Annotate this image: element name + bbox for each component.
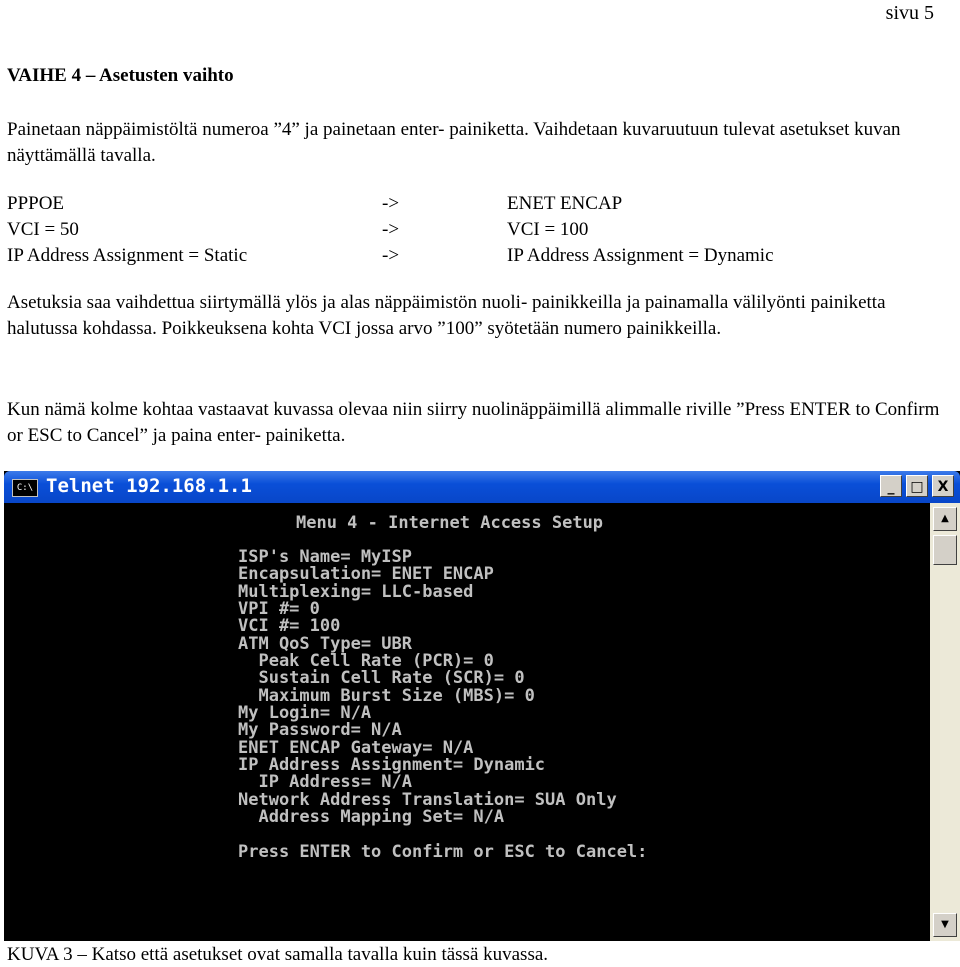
instruction-paragraph-2: Asetuksia saa vaihdettua siirtymällä ylös ja alas näppäimistön nuoli- painikkeilla ja painamalla välilyönti painiketta halutussa kohdassa. Poikkeuksena kohta VCI jossa arvo ”100” syötetään numero painikkeilla. — [7, 292, 886, 339]
instruction-paragraph-1: Painetaan näppäimistöltä numeroa ”4” ja painetaan enter- painiketta. Vaihdetaan kuvaruutuun tulevat asetukset kuvan näyttämällä tavalla. — [7, 119, 901, 166]
instruction-paragraph-3: Kun nämä kolme kohtaa vastaavat kuvassa olevaa niin siirry nuolinäppäimillä alimmalle riville ”Press ENTER to Confirm or ESC to Cancel” ja paina enter- painiketta. — [7, 399, 940, 446]
console-line: ENET ENCAP Gateway= N/A — [238, 738, 474, 758]
minimize-button[interactable]: _ — [880, 475, 902, 497]
new-setting: VCI = 100 — [507, 219, 589, 240]
telnet-window — [4, 471, 960, 941]
console-line: VCI #= 100 — [238, 616, 341, 636]
console-line: Encapsulation= ENET ENCAP — [238, 564, 494, 584]
console-line: IP Address= N/A — [238, 772, 412, 792]
arrow: -> — [382, 219, 400, 240]
console-line: Maximum Burst Size (MBS)= 0 — [238, 686, 535, 706]
close-button[interactable]: X — [932, 475, 954, 497]
console-line: Address Mapping Set= N/A — [238, 807, 505, 827]
figure-caption: KUVA 3 – Katso että asetukset ovat samalla tavalla kuin tässä kuvassa. — [7, 944, 549, 965]
console-line: Peak Cell Rate (PCR)= 0 — [238, 651, 494, 671]
console-line: IP Address Assignment= Dynamic — [238, 755, 546, 775]
new-setting: ENET ENCAP — [507, 193, 623, 214]
maximize-button[interactable]: □ — [906, 475, 928, 497]
scroll-down-arrow-icon[interactable]: ▼ — [933, 913, 957, 937]
scroll-thumb[interactable] — [933, 535, 957, 565]
arrow: -> — [382, 193, 400, 214]
console-screen[interactable] — [4, 503, 930, 941]
scroll-up-arrow-icon[interactable]: ▲ — [933, 507, 957, 531]
console-line: Network Address Translation= SUA Only — [238, 790, 617, 810]
console-line: ISP's Name= MyISP — [238, 547, 412, 567]
menu-title: Menu 4 - Internet Access Setup — [296, 513, 604, 533]
new-setting: IP Address Assignment = Dynamic — [507, 245, 774, 266]
section-title: VAIHE 4 – Asetusten vaihto — [7, 65, 234, 86]
old-setting: PPPOE — [7, 193, 65, 214]
old-setting: IP Address Assignment = Static — [7, 245, 248, 266]
console-line: VPI #= 0 — [238, 599, 320, 619]
console-line: Sustain Cell Rate (SCR)= 0 — [238, 668, 525, 688]
console-line: My Password= N/A — [238, 720, 402, 740]
window-titlebar[interactable] — [4, 471, 960, 503]
old-setting: VCI = 50 — [7, 219, 79, 240]
vertical-scrollbar[interactable] — [930, 503, 960, 941]
window-title: Telnet 192.168.1.1 — [46, 475, 252, 497]
console-line: ATM QoS Type= UBR — [238, 634, 412, 654]
console-line: My Login= N/A — [238, 703, 372, 723]
arrow: -> — [382, 245, 400, 266]
page-number: sivu 5 — [885, 2, 934, 24]
confirm-prompt: Press ENTER to Confirm or ESC to Cancel: — [238, 842, 648, 862]
console-icon[interactable]: C:\ — [12, 479, 38, 497]
console-line: Multiplexing= LLC-based — [238, 582, 474, 602]
